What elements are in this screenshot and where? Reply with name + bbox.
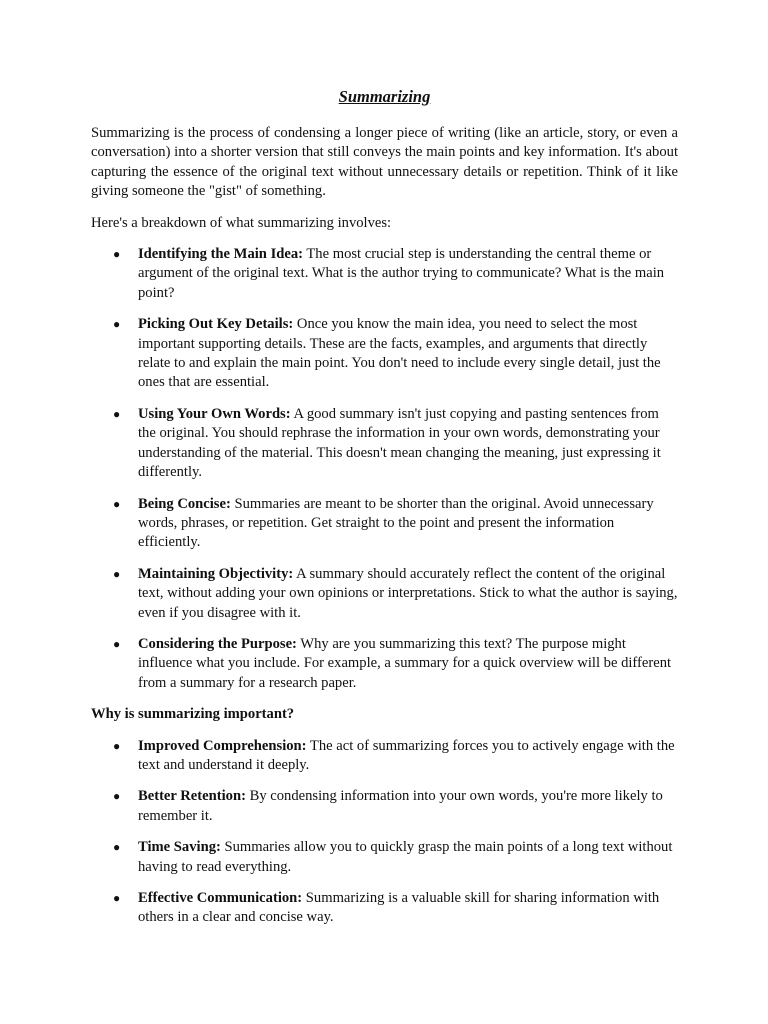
bullet-text: Why are you summarizing this text? The purpose might influence what you include. For example, a summary for a quick overview will be different from a summary for a research paper. <box>138 635 672 691</box>
page-title: Summarizing <box>338 87 431 106</box>
bullet-term: Considering the Purpose: <box>138 635 297 652</box>
involves-list <box>91 245 678 693</box>
importance-heading: Why is summarizing important? <box>91 706 295 723</box>
bullet-text: Once you know the main idea, you need to select the most important supporting details. These are the facts, examples, and arguments that directly relate to and explain the main point. You don't need to include every single detail, just the ones that are essential. <box>138 316 661 391</box>
bullet-icon: ● <box>113 566 121 581</box>
bullet-term: Time Saving: <box>138 839 221 856</box>
bullet-term: Being Concise: <box>138 495 231 512</box>
bullet-icon: ● <box>113 317 121 332</box>
bullet-icon: ● <box>113 789 121 804</box>
bullet-term: Better Retention: <box>138 788 246 805</box>
bullet-text: By condensing information into your own words, you're more likely to remember it. <box>138 788 663 824</box>
bullet-icon: ● <box>113 247 121 262</box>
bullet-text: The most crucial step is understanding the central theme or argument of the original text. What is the author trying to communicate? What is the main point? <box>138 246 665 301</box>
list-item <box>91 565 678 623</box>
bullet-term: Using Your Own Words: <box>138 405 291 422</box>
bullet-text: Summarizing is a valuable skill for sharing information with others in a clear and concise way. <box>138 890 660 926</box>
bullet-icon: ● <box>113 840 121 855</box>
list-item <box>91 787 678 826</box>
bullet-text: A summary should accurately reflect the content of the original text, without adding your own opinions or interpretations. Stick to what the author is saying, even if you disagree with it. <box>138 565 678 621</box>
bullet-term: Picking Out Key Details: <box>138 316 294 333</box>
list-item <box>91 245 678 303</box>
bullet-term: Improved Comprehension: <box>138 737 307 754</box>
bullet-text: Summaries are meant to be shorter than the original. Avoid unnecessary words, phrases, or repetition. Get straight to the point and present the information efficiently. <box>138 495 654 551</box>
bullet-icon: ● <box>113 891 121 905</box>
bullet-term: Identifying the Main Idea: <box>138 246 303 263</box>
list-item <box>91 495 678 553</box>
bullet-icon: ● <box>113 496 121 511</box>
list-item <box>91 405 678 483</box>
bullet-icon: ● <box>113 406 121 421</box>
bullet-term: Maintaining Objectivity: <box>138 565 294 582</box>
bullet-icon: ● <box>113 636 121 651</box>
intro-paragraph: Summarizing is the process of condensing a longer piece of writing (like an article, story, or even a conversation) into a shorter version that still conveys the main points and key information. It's about capturing the essence of the original text without unnecessary details or repetition. Think of it like giving someone the "gist" of something. <box>91 125 678 200</box>
list-item <box>91 315 678 393</box>
bullet-icon: ● <box>113 738 121 753</box>
bullet-text: The act of summarizing forces you to actively engage with the text and understand it deeply. <box>138 737 675 773</box>
bullet-text: Summaries allow you to quickly grasp the main points of a long text without having to read everything. <box>138 839 673 875</box>
list-item <box>91 635 678 693</box>
importance-list <box>91 737 678 928</box>
bullet-term: Effective Communication: <box>138 890 303 906</box>
bullet-text: A good summary isn't just copying and pasting sentences from the original. You should rephrase the information in your own words, demonstrating your understanding of the material. This doesn't mean changing the meaning, just expressing it differently. <box>138 405 661 481</box>
list-item <box>91 889 678 928</box>
document-page <box>91 86 678 940</box>
list-item <box>91 737 678 776</box>
list-item <box>91 838 678 877</box>
breakdown-lead: Here's a breakdown of what summarizing involves: <box>91 214 392 231</box>
